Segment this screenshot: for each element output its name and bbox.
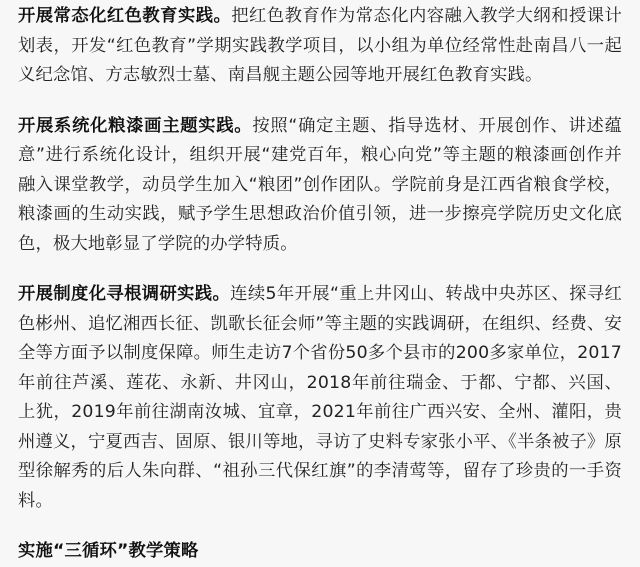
paragraph-lead: 开展制度化寻根调研实践。 bbox=[18, 284, 231, 304]
paragraph-lacquer-painting bbox=[18, 112, 622, 260]
section-heading: 实施“三循环”教学策略 bbox=[18, 541, 199, 561]
paragraph-lead: 开展系统化粮漆画主题实践。 bbox=[18, 115, 253, 136]
paragraph-text: 连续5年开展“重上井冈山、转战中央苏区、探寻红色彬州、追忆湘西长征、凯歌长征会师”等主题的实践调研，在组织、经费、安全等方面予以制度保障。师生走访7个省份50多个县市的200多家单位，2017年前往芦溪、莲花、永新、井冈山，2018年前往瑞金、于都、宁都、兴国、上犹，2019年前往湖南汝城、宜章，2021年前往广西兴安、全州、灌阳，贵州遵义，宁夏西吉、固原、银川等地，寻访了史料专家张小平、《半条被子》原型徐解秀的后人朱向群、“祖孙三代保红旗”的李清莺等，留存了珍贵的一手资料。 bbox=[18, 284, 622, 511]
paragraph-text: 把红色教育作为常态化内容融入教学大纲和授课计划表，开发“红色教育”学期实践教学项目，以小组为单位经常性赴南昌八一起义纪念馆、方志敏烈士墓、南昌舰主题公园等地开展红色教育实践。 bbox=[18, 6, 622, 85]
paragraph-red-education bbox=[18, 2, 622, 91]
paragraph-text: 按照“确定主题、指导选材、开展创作、讲述蕴意”进行系统化设计，组织开展“建党百年，粮心向党”等主题的粮漆画创作并融入课堂教学，动员学生加入“粮团”创作团队。学院前身是江西省粮食学校，粮漆画的生动实践，赋予学生思想政治价值引领，进一步擦亮学院历史文化底色，极大地彰显了学院的办学特质。 bbox=[18, 115, 623, 254]
paragraph-root-research bbox=[18, 280, 622, 516]
paragraph-lead: 开展常态化红色教育实践。 bbox=[18, 6, 232, 26]
